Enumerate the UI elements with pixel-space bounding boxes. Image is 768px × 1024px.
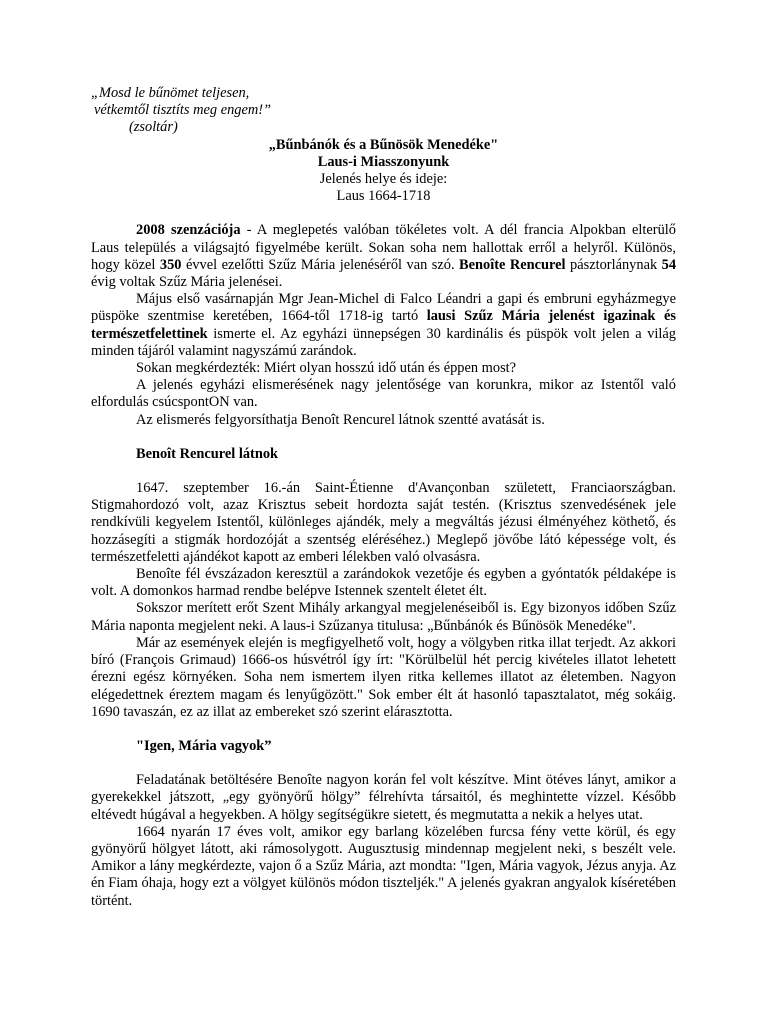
title-line-1: „Bűnbánók és a Bűnösök Menedéke": [268, 136, 499, 153]
paragraph: Az elismerés felgyorsíthatja Benoît Rencurel látnok szentté avatását is.: [136, 411, 545, 428]
section-heading: "Igen, Mária vagyok”: [136, 737, 272, 754]
paragraph: 1664 nyarán 17 éves volt, amikor egy barlang közelében furcsa fény vette körül, és egy gyönyörű hölgyet látott, aki rámosolygott. Augusztusig mindennap megjelent neki, s beszélt vele. Amikor a lány megkérdezte, vajon ő a Szűz Mária, azt mondta: "Igen, Mária vagyok, Jézus anyja. Az én Fiam óhaja, hogy ezt a völgyet különös módon tiszteljék." A jelenés gyakran angyalok kíséretében történt.: [91, 823, 676, 909]
epigraph-line-1: „Mosd le bűnömet teljesen,: [91, 85, 250, 101]
paragraph: A jelenés egyházi elismerésének nagy jelentősége van korunkra, mikor az Istentől való elfordulás csúcspontON van.: [91, 377, 676, 411]
title-line-3: Jelenés helye és ideje:: [319, 171, 448, 188]
bold-text: 54: [661, 256, 677, 273]
paragraph: Sokszor merített erőt Szent Mihály arkangyal megjelenéseiből is. Egy bizonyos időben Szűz Mária naponta megjelent neki. A laus-i Szűzanya titulusa: „Bűnbánók és Bűnösök Menedéke".: [91, 600, 676, 634]
paragraph: Benoîte fél évszázadon keresztül a zarándokok vezetője és egyben a gyóntatók példaképe is volt. A domonkos harmad rendbe belépve Istennek szentelt életet élt.: [91, 566, 676, 600]
paragraph: [91, 222, 676, 291]
paragraph: [91, 291, 676, 360]
text: évvel ezelőtti Szűz Mária jelenéséről van szó.: [181, 256, 460, 273]
paragraph: 1647. szeptember 16.-án Saint-Étienne d'Avançonban született, Franciaországban. Stigmahordozó volt, azaz Krisztus sebeit hordozta saját testén. (Krisztus szenvedésének jele rendkívüli kegyelem Istentől, különleges ajándék, mely a megváltás jézusi élményéhez köthető, és hozzásegíti a stigmák hordozóját a szentség eléréséhez.) Meglepő jövőbe látó képessége volt, és természetfeletti ajándékot kapott az emberi lélekben való olvasásra.: [91, 480, 676, 565]
epigraph: [91, 85, 676, 137]
document-page: [91, 85, 676, 910]
text: - A meglepetés valóban tökéletes volt. A dél francia Alpokban elterülő Laus település a világsajtó figyelmébe került. Sokan soha nem hallottak erről a helyről. Különös, hogy közel: [91, 222, 676, 273]
title-line-2: Laus-i Miasszonyunk: [317, 153, 450, 170]
title-line-4: Laus 1664-1718: [336, 188, 431, 205]
text: ismerte el. Az egyházi ünnepségen 30 kardinális és püspök volt jelen a világ minden tájáról valamint nagyszámú zarándok.: [91, 325, 676, 359]
text: évig voltak Szűz Mária jelenései.: [91, 274, 283, 291]
document-title: [91, 137, 676, 206]
bold-text: 350: [159, 256, 182, 273]
bold-text: 2008 szenzációja: [136, 222, 241, 239]
paragraph: Már az események elején is megfigyelhető volt, hogy a völgyben ritka illat terjedt. Az akkori bíró (François Grimaud) 1666-os húsvétról így írt: "Körülbelül hét percig kivételes illatot lehetett érezni egész környéken. Soha nem ismertem ilyen ritka kellemes illatot az életemben. Nagyon elégedettnek éreztem magam és lenyűgözött." Sok ember élt át hasonló tapasztalatot, még sokáig. 1690 tavaszán, ez az illat az embereket szó szerint elárasztotta.: [91, 634, 676, 720]
section-heading: Benoît Rencurel látnok: [136, 445, 279, 462]
epigraph-source: (zsoltár): [129, 119, 178, 136]
paragraph: Feladatának betöltésére Benoîte nagyon korán fel volt készítve. Mint ötéves lányt, amikor a gyerekekkel játszott, „egy gyönyörű hölgy” félrehívta társaitól, és meghintette vízzel. Később eltévedt húgával a hegyekben. A hölgy segítségükre sietett, és megmutatta a nekik a helyes utat.: [91, 772, 676, 823]
bold-text: lausi Szűz Mária jelenést igazinak és természetfelettinek: [91, 308, 676, 342]
text: Május első vasárnapján Mgr Jean-Michel di Falco Léandri a gapi és embruni egyházmegye püspöke szentmise keretében, 1664-től 1718-ig tartó: [91, 291, 676, 325]
epigraph-line-2: vétkemtől tisztíts meg engem!”: [94, 102, 272, 119]
paragraph: Sokan megkérdezték: Miért olyan hosszú idő után és éppen most?: [136, 360, 517, 377]
text: pásztorlánynak: [565, 256, 662, 273]
bold-text: Benoîte Rencurel: [459, 256, 566, 273]
